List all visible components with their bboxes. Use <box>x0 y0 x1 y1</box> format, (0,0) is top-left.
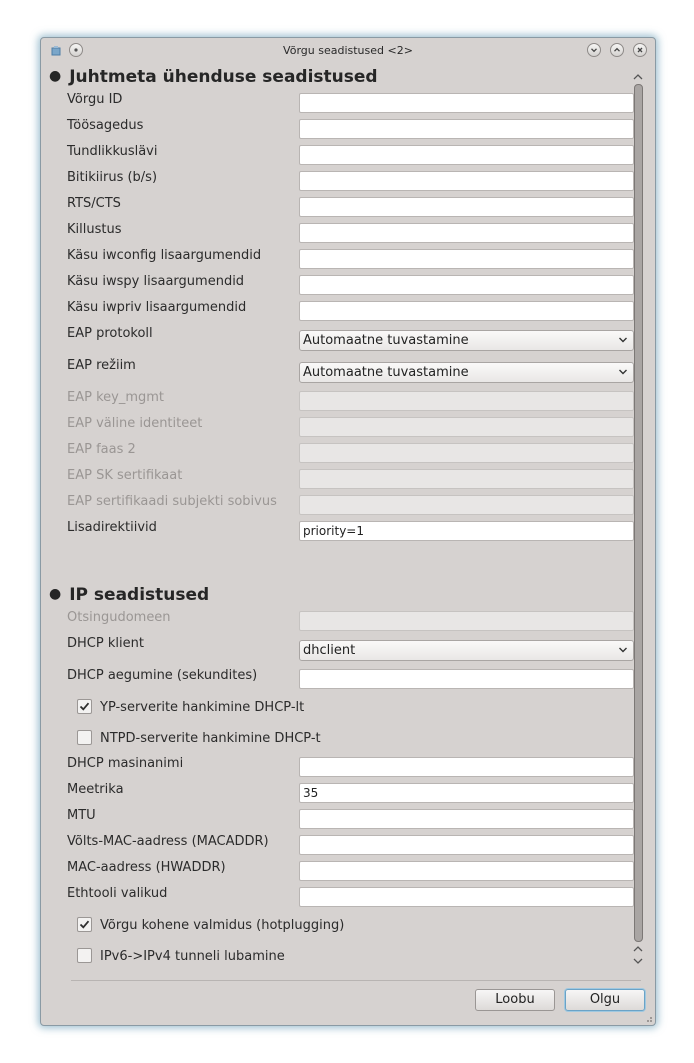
eap-key-mgmt-label: EAP key_mgmt <box>67 390 165 405</box>
get-ntpd-checkbox-row[interactable] <box>77 730 321 746</box>
vertical-scrollbar[interactable] <box>630 70 646 970</box>
get-ntpd-checkbox[interactable] <box>77 730 92 745</box>
scrollbar-thumb[interactable] <box>634 84 643 942</box>
minimize-button[interactable] <box>587 43 601 57</box>
eap-protocol-label: EAP protokoll <box>67 326 153 341</box>
close-button[interactable] <box>633 43 647 57</box>
eap-mode-select[interactable] <box>299 362 634 383</box>
hotplugging-checkbox[interactable] <box>77 917 92 932</box>
hw-mac-input[interactable] <box>299 861 634 881</box>
bitrate-label: Bitikiirus (b/s) <box>67 170 158 185</box>
dhcp-timeout-input[interactable] <box>299 669 634 689</box>
mtu-label: MTU <box>67 808 96 823</box>
ok-button[interactable]: Olgu <box>565 989 645 1011</box>
iwspy-args-input[interactable] <box>299 275 634 295</box>
resize-grip-icon[interactable] <box>643 1013 653 1023</box>
frequency-input[interactable] <box>299 119 634 139</box>
cancel-button[interactable]: Loobu <box>475 989 555 1011</box>
iwpriv-args-label: Käsu iwpriv lisaargumendid <box>67 300 247 315</box>
metric-input[interactable]: 35 <box>299 783 634 803</box>
get-yp-checkbox[interactable] <box>77 699 92 714</box>
ipv6-tunnel-label: IPv6->IPv4 tunneli lubamine <box>100 949 285 964</box>
network-id-label: Võrgu ID <box>67 92 123 107</box>
extra-directives-label: Lisadirektiivid <box>67 520 157 535</box>
iwconfig-args-label: Käsu iwconfig lisaargumendid <box>67 248 262 263</box>
checkmark-icon <box>78 918 91 931</box>
fragmentation-input[interactable] <box>299 223 634 243</box>
eap-ca-cert-label: EAP SK sertifikaat <box>67 468 183 483</box>
frequency-label: Töösagedus <box>67 118 144 133</box>
iwspy-args-label: Käsu iwspy lisaargumendid <box>67 274 245 289</box>
extra-directives-input[interactable]: priority=1 <box>299 521 634 541</box>
ip-section-title: ● IP seadistused <box>49 585 210 605</box>
sensitivity-label: Tundlikkuslävi <box>67 144 158 159</box>
eap-cert-subject-match-input <box>299 495 634 515</box>
ethtool-options-input[interactable] <box>299 887 634 907</box>
eap-mode-label: EAP režiim <box>67 358 136 373</box>
eap-protocol-value: Automaatne tuvastamine <box>303 333 469 348</box>
iwpriv-args-input[interactable] <box>299 301 634 321</box>
network-id-input[interactable] <box>299 93 634 113</box>
bullet-icon: ● <box>49 68 62 84</box>
dhcp-hostname-label: DHCP masinanimi <box>67 756 184 771</box>
chevron-down-icon <box>618 367 628 377</box>
fragmentation-label: Killustus <box>67 222 122 237</box>
eap-cert-subject-match-label: EAP sertifikaadi subjekti sobivus <box>67 494 277 509</box>
maximize-button[interactable] <box>610 43 624 57</box>
scroll-up-icon[interactable] <box>632 944 644 954</box>
checkmark-icon <box>78 700 91 713</box>
eap-protocol-select[interactable] <box>299 330 634 351</box>
chevron-down-icon <box>618 645 628 655</box>
eap-outer-identity-input <box>299 417 634 437</box>
get-yp-checkbox-row[interactable] <box>77 699 304 715</box>
button-separator <box>71 980 641 981</box>
dhcp-timeout-label: DHCP aegumine (sekundites) <box>67 668 258 683</box>
scroll-up-icon[interactable] <box>632 72 644 82</box>
mtu-input[interactable] <box>299 809 634 829</box>
ipv6-tunnel-checkbox[interactable] <box>77 948 92 963</box>
eap-phase2-input <box>299 443 634 463</box>
scroll-down-icon[interactable] <box>632 956 644 966</box>
rts-cts-input[interactable] <box>299 197 634 217</box>
ipv6-tunnel-checkbox-row[interactable] <box>77 948 285 964</box>
eap-mode-value: Automaatne tuvastamine <box>303 365 469 380</box>
get-yp-label: YP-serverite hankimine DHCP-lt <box>100 700 305 715</box>
bitrate-input[interactable] <box>299 171 634 191</box>
title-bar <box>41 38 655 64</box>
bullet-icon: ● <box>49 586 62 602</box>
eap-ca-cert-input <box>299 469 634 489</box>
eap-phase2-label: EAP faas 2 <box>67 442 136 457</box>
dhcp-client-label: DHCP klient <box>67 636 144 651</box>
network-settings-dialog <box>40 37 656 1026</box>
hw-mac-label: MAC-aadress (HWADDR) <box>67 860 226 875</box>
eap-key-mgmt-input <box>299 391 634 411</box>
hotplugging-label: Võrgu kohene valmidus (hotplugging) <box>100 918 345 933</box>
dhcp-hostname-input[interactable] <box>299 757 634 777</box>
fake-mac-label: Võlts-MAC-aadress (MACADDR) <box>67 834 269 849</box>
metric-label: Meetrika <box>67 782 124 797</box>
eap-outer-identity-label: EAP väline identiteet <box>67 416 203 431</box>
iwconfig-args-input[interactable] <box>299 249 634 269</box>
hotplugging-checkbox-row[interactable] <box>77 917 344 933</box>
fake-mac-input[interactable] <box>299 835 634 855</box>
wireless-section-title: ● Juhtmeta ühenduse seadistused <box>49 67 378 87</box>
ethtool-options-label: Ethtooli valikud <box>67 886 168 901</box>
search-domain-input <box>299 611 634 631</box>
search-domain-label: Otsingudomeen <box>67 610 171 625</box>
get-ntpd-label: NTPD-serverite hankimine DHCP-t <box>100 731 321 746</box>
chevron-down-icon <box>618 335 628 345</box>
window-title: Võrgu seadistused <2> <box>283 44 413 57</box>
sensitivity-input[interactable] <box>299 145 634 165</box>
rts-cts-label: RTS/CTS <box>67 196 121 211</box>
dhcp-client-select[interactable] <box>299 640 634 661</box>
dhcp-client-value: dhclient <box>303 643 356 658</box>
